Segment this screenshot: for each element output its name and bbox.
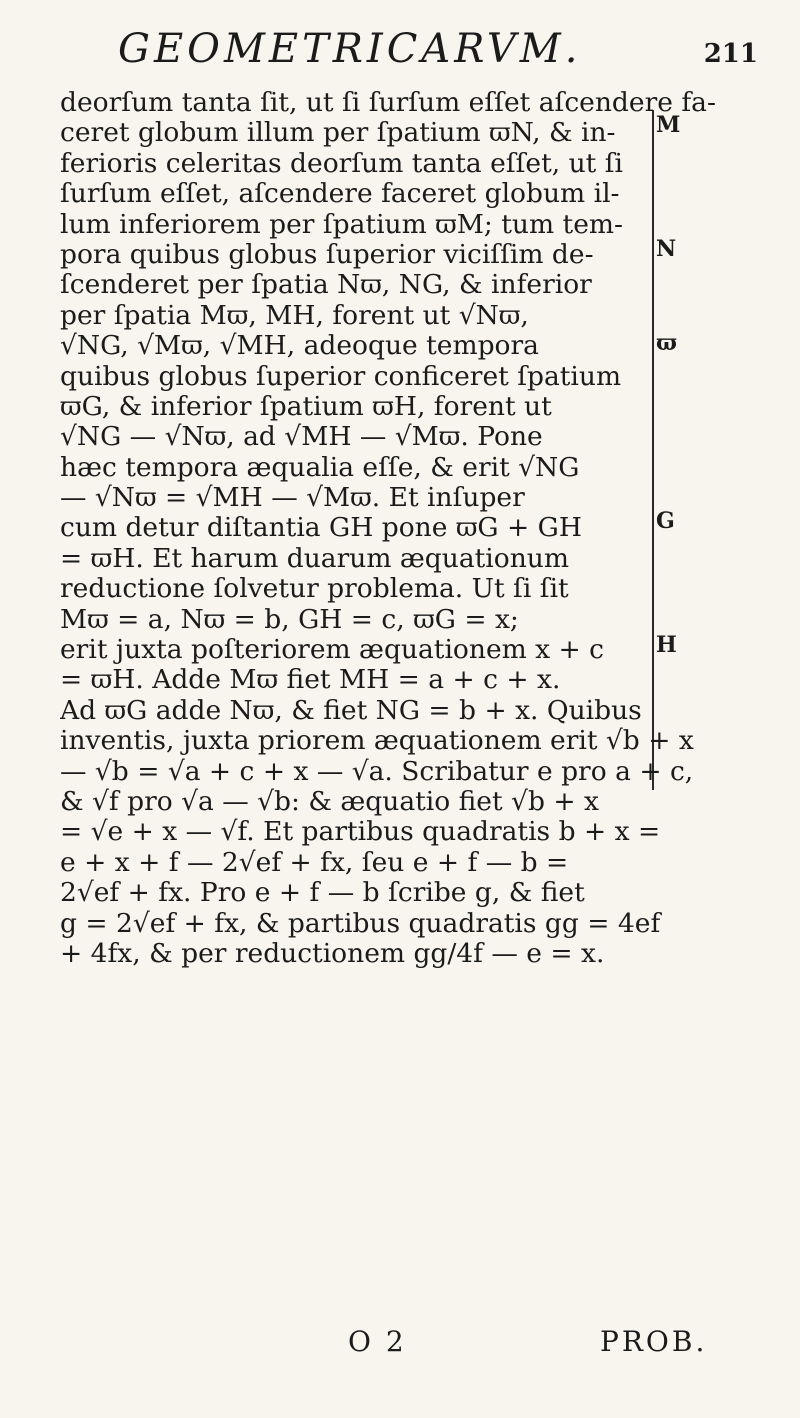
text-line: = √e + x — √f. Et partibus quadratis b + x =: [60, 817, 661, 848]
text-line: quibus globus ſuperior conficeret ſpatium: [60, 361, 622, 392]
body-text: [60, 88, 760, 969]
figure-label-g: G: [656, 508, 675, 534]
text-line: & √f pro √a — √b: & æquatio fiet √b + x: [60, 786, 599, 817]
text-line: Mϖ = a, Nϖ = b, GH = c, ϖG = x;: [60, 604, 519, 635]
text-line: ferioris celeritas deorſum tanta eſſet, ut ſi: [60, 148, 624, 179]
text-line: ceret globum illum per ſpatium ϖN, & in-: [60, 118, 616, 149]
signature-mark: O 2: [348, 1325, 407, 1358]
text-line: ſurſum eſſet, aſcendere faceret globum il-: [60, 179, 620, 210]
text-line: cum detur diſtantia GH pone ϖG + GH: [60, 513, 582, 544]
text-line: reductione ſolvetur problema. Ut ſi ſit: [60, 574, 569, 605]
text-line: — √b = √a + c + x — √a. Scribatur e pro a + c,: [60, 756, 694, 787]
text-line: Ad ϖG adde Nϖ, & fiet NG = b + x. Quibus: [60, 695, 642, 726]
text-line: lum inferiorem per ſpatium ϖM; tum tem-: [60, 209, 623, 240]
text-line: ſcenderet per ſpatia Nϖ, NG, & inferior: [60, 270, 592, 301]
text-line: √NG, √Mϖ, √MH, adeoque tempora: [60, 331, 539, 362]
text-line: = ϖH. Et harum duarum æquationum: [60, 543, 569, 574]
page-number: 211: [703, 39, 758, 69]
text-line: + 4fx, & per reductionem gg/4f — e = x.: [60, 938, 605, 969]
figure-label-n: N: [656, 236, 677, 262]
text-line: √NG — √Nϖ, ad √MH — √Mϖ. Pone: [60, 422, 543, 453]
figure-label-varpi: ϖ: [656, 330, 677, 356]
text-line: ϖG, & inferior ſpatium ϖH, forent ut: [60, 391, 552, 422]
text-line: hæc tempora æqualia eſſe, & erit √NG: [60, 452, 580, 483]
text-line: inventis, juxta priorem æquationem erit √b + x: [60, 726, 694, 757]
text-line: deorſum tanta ſit, ut ſi ſurſum eſſet aſcendere fa-: [60, 88, 716, 118]
page-header: [118, 26, 758, 82]
figure-label-m: M: [656, 112, 681, 138]
text-line: — √Nϖ = √MH — √Mϖ. Et inſuper: [60, 483, 525, 514]
text-line: per ſpatia Mϖ, MH, forent ut √Nϖ,: [60, 300, 529, 331]
text-line: erit juxta poſteriorem æquationem x + c: [60, 635, 605, 666]
catchword: PROB.: [600, 1325, 708, 1358]
text-line: e + x + f — 2√ef + fx, ſeu e + f — b =: [60, 847, 569, 878]
text-line: pora quibus globus ſuperior viciſſim de-: [60, 239, 594, 270]
text-line: g = 2√ef + fx, & partibus quadratis gg = 4ef: [60, 908, 661, 939]
text-line: 2√ef + fx. Pro e + f — b ſcribe g, & fiet: [60, 878, 585, 909]
running-title: GEOMETRICARVM.: [118, 26, 582, 72]
figure-label-h: H: [656, 632, 677, 658]
text-line: = ϖH. Adde Mϖ fiet MH = a + c + x.: [60, 665, 561, 696]
